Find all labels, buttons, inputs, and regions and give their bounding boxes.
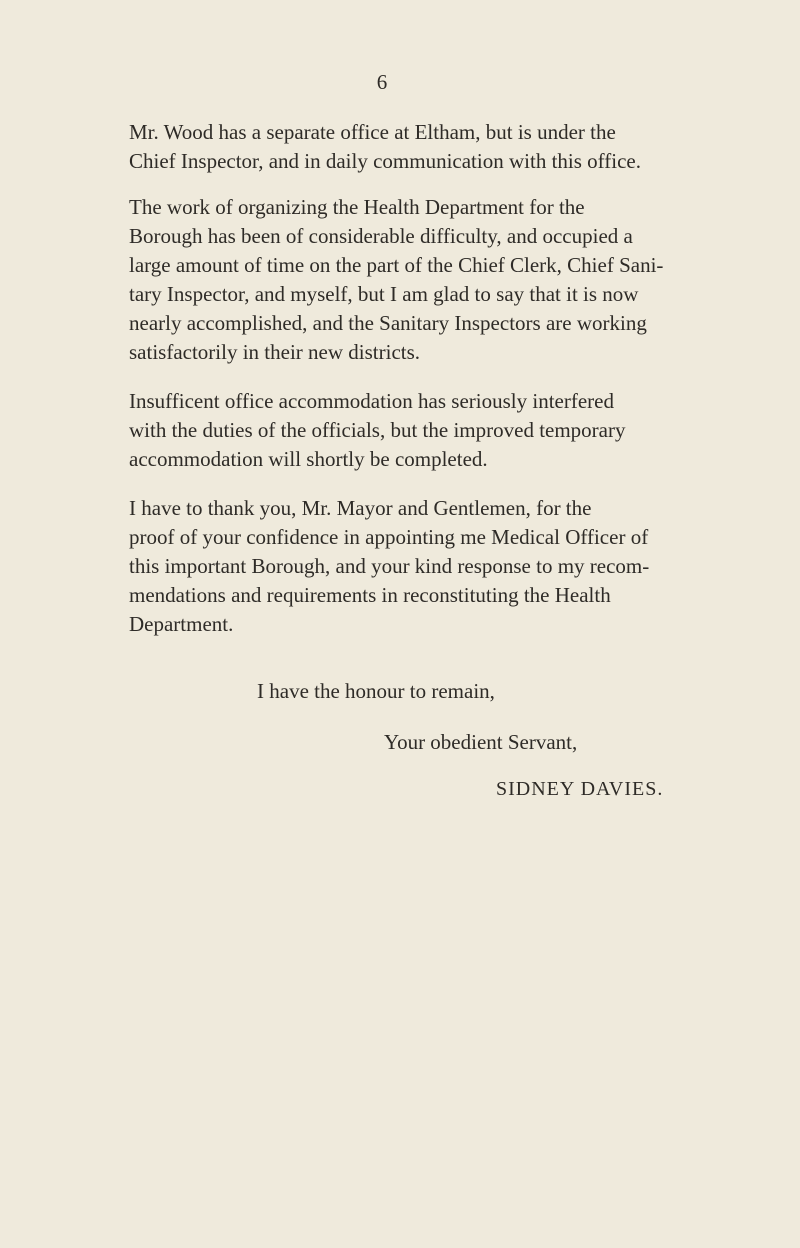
text-line: Borough has been of considerable difficulty, and occupied a (129, 224, 633, 248)
text-line: large amount of time on the part of the Chief Clerk, Chief Sani- (129, 253, 664, 277)
text-line: satisfactorily in their new districts. (129, 340, 421, 364)
paragraph-office-accommodation (89, 387, 687, 474)
text-line: Mr. Wood has a separate office at Eltham, but is under the (129, 120, 616, 144)
text-line: The work of organizing the Health Department for the (129, 195, 585, 219)
text-line: tary Inspector, and myself, but I am glad to say that it is now (129, 282, 639, 306)
text-line: I have to thank you, Mr. Mayor and Gentlemen, for the (129, 496, 592, 520)
text-line: nearly accomplished, and the Sanitary Inspectors are working (129, 311, 647, 335)
closing-servant: Your obedient Servant, (384, 730, 578, 754)
paragraph-thanks (89, 494, 687, 639)
page-number: 6 (376, 70, 388, 94)
text-line: accommodation will shortly be completed. (129, 447, 488, 471)
text-line: Chief Inspector, and in daily communication with this office. (129, 149, 641, 173)
paragraph-wood-office (89, 118, 687, 176)
closing-remain: I have the honour to remain, (257, 679, 495, 703)
text-line: mendations and requirements in reconstituting the Health (129, 583, 611, 607)
text-line: this important Borough, and your kind response to my recom- (129, 554, 650, 578)
paragraph-health-department (89, 193, 687, 367)
text-line: Department. (129, 612, 234, 636)
text-line: with the duties of the officials, but the improved temporary (129, 418, 626, 442)
text-line: Insufficent office accommodation has seriously interfered (129, 389, 614, 413)
text-line: proof of your confidence in appointing me Medical Officer of (129, 525, 649, 549)
signature: SIDNEY DAVIES. (496, 778, 664, 800)
